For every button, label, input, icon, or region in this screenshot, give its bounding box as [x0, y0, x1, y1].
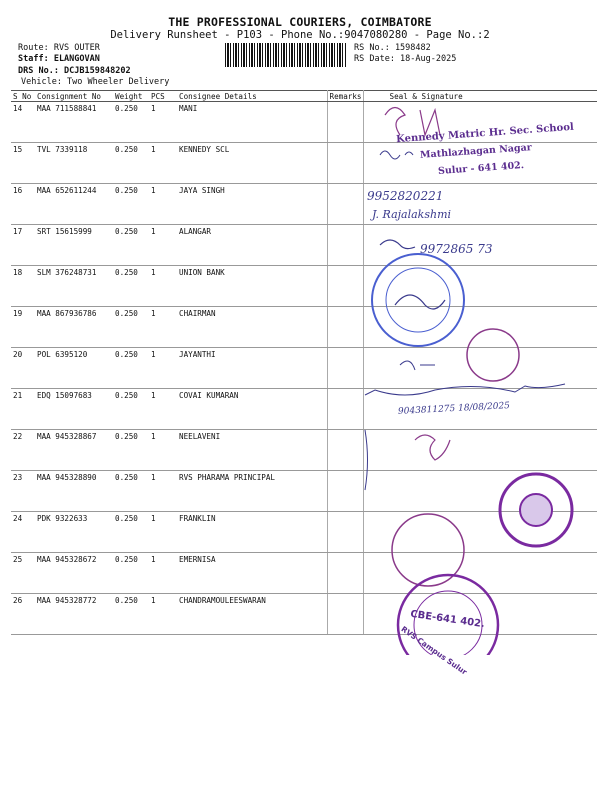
- col-remarks: Remarks: [327, 91, 363, 102]
- cell-pcs: 1: [149, 143, 177, 184]
- cell-weight: 0.250: [113, 553, 149, 594]
- cell-consignee: KENNEDY SCL: [177, 143, 327, 184]
- cell-remarks: [327, 102, 363, 143]
- cell-remarks: [327, 512, 363, 553]
- signature-2: [380, 151, 413, 159]
- company-title: THE PROFESSIONAL COURIERS, COIMBATORE: [168, 15, 432, 29]
- cell-weight: 0.250: [113, 184, 149, 225]
- cell-weight: 0.250: [113, 102, 149, 143]
- cell-pcs: 1: [149, 348, 177, 389]
- handwritten-phone-3: 9043811275 18/08/2025: [397, 401, 511, 417]
- cell-pcs: 1: [149, 184, 177, 225]
- kennedy-stamp-line3: Sulur - 641 402.: [437, 160, 525, 177]
- rs-date: RS Date: 18-Aug-2025: [354, 54, 457, 64]
- handwritten-name: J. Rajalakshmi: [372, 208, 452, 221]
- rvs-stamp-text: CBE-641 402.: [409, 608, 486, 631]
- col-pcs: PCS: [149, 91, 177, 102]
- cell-consignment-no: SLM 376248731: [35, 266, 113, 307]
- cell-remarks: [327, 266, 363, 307]
- cell-consignee: JAYA SINGH: [177, 184, 327, 225]
- cell-consignment-no: POL 6395120: [35, 348, 113, 389]
- cell-consignee: FRANKLIN: [177, 512, 327, 553]
- cell-consignee: UNION BANK: [177, 266, 327, 307]
- cell-remarks: [327, 553, 363, 594]
- cell-weight: 0.250: [113, 348, 149, 389]
- cell-pcs: 1: [149, 471, 177, 512]
- col-sno: S No: [11, 91, 35, 102]
- cell-consignee: NEELAVENI: [177, 430, 327, 471]
- handwritten-phone-1: 9952820221: [367, 189, 444, 203]
- signature-3: [380, 240, 415, 249]
- cell-consignment-no: MAA 945328867: [35, 430, 113, 471]
- cell-pcs: 1: [149, 266, 177, 307]
- cell-remarks: [327, 594, 363, 635]
- cell-sno: 18: [11, 266, 35, 307]
- cell-consignee: ALANGAR: [177, 225, 327, 266]
- cell-consignee: JAYANTHI: [177, 348, 327, 389]
- col-consignment: Consignment No: [35, 91, 113, 102]
- cell-pcs: 1: [149, 594, 177, 635]
- route-label: Route: RVS OUTER: [18, 43, 100, 53]
- cell-consignment-no: SRT 15615999: [35, 225, 113, 266]
- cell-pcs: 1: [149, 553, 177, 594]
- cell-weight: 0.250: [113, 307, 149, 348]
- cell-sno: 14: [11, 102, 35, 143]
- cell-weight: 0.250: [113, 266, 149, 307]
- cell-consignment-no: TVL 7339118: [35, 143, 113, 184]
- cell-sno: 20: [11, 348, 35, 389]
- barcode: [225, 43, 347, 67]
- cell-remarks: [327, 307, 363, 348]
- cell-remarks: [327, 184, 363, 225]
- cell-sno: 24: [11, 512, 35, 553]
- cell-pcs: 1: [149, 307, 177, 348]
- col-consignee: Consignee Details: [177, 91, 327, 102]
- cell-consignment-no: MAA 945328772: [35, 594, 113, 635]
- col-seal: Seal & Signature: [363, 91, 597, 102]
- signature-overlay: [360, 95, 600, 655]
- cell-consignment-no: PDK 9322633: [35, 512, 113, 553]
- cell-weight: 0.250: [113, 143, 149, 184]
- cell-pcs: 1: [149, 102, 177, 143]
- cell-remarks: [327, 225, 363, 266]
- cell-consignee: CHAIRMAN: [177, 307, 327, 348]
- cell-consignee: RVS PHARAMA PRINCIPAL: [177, 471, 327, 512]
- signature-4: [365, 384, 565, 395]
- drs-number: DRS No.: DCJB159848202: [18, 66, 131, 76]
- cell-sno: 26: [11, 594, 35, 635]
- cell-sno: 16: [11, 184, 35, 225]
- cell-weight: 0.250: [113, 512, 149, 553]
- cell-sno: 25: [11, 553, 35, 594]
- kennedy-stamp-line1: Kennedy Matric Hr. Sec. School: [395, 121, 575, 146]
- rs-number: RS No.: 1598482: [354, 43, 431, 53]
- cell-weight: 0.250: [113, 389, 149, 430]
- cell-weight: 0.250: [113, 430, 149, 471]
- cell-weight: 0.250: [113, 594, 149, 635]
- cell-consignment-no: MAA 945328890: [35, 471, 113, 512]
- staff-label: Staff: ELANGOVAN: [18, 54, 100, 64]
- handwritten-phone-2: 9972865 73: [420, 242, 493, 256]
- cell-sno: 15: [11, 143, 35, 184]
- cell-consignment-no: MAA 945328672: [35, 553, 113, 594]
- cell-consignee: EMERNISA: [177, 553, 327, 594]
- col-weight: Weight: [113, 91, 149, 102]
- cell-pcs: 1: [149, 225, 177, 266]
- cell-pcs: 1: [149, 389, 177, 430]
- signature-5: [415, 435, 450, 460]
- rvs-stamp-ring: RVS Campus Sulur: [399, 624, 469, 677]
- stamp-circle-2: [467, 329, 519, 381]
- cell-sno: 19: [11, 307, 35, 348]
- cell-remarks: [327, 430, 363, 471]
- cell-consignment-no: MAA 652611244: [35, 184, 113, 225]
- cell-remarks: [327, 348, 363, 389]
- cell-remarks: [327, 389, 363, 430]
- cell-consignment-no: MAA 867936786: [35, 307, 113, 348]
- cell-pcs: 1: [149, 430, 177, 471]
- cell-pcs: 1: [149, 512, 177, 553]
- cell-sno: 22: [11, 430, 35, 471]
- cell-sno: 17: [11, 225, 35, 266]
- cell-remarks: [327, 471, 363, 512]
- vehicle-label: Vehicle: Two Wheeler Delivery: [21, 77, 170, 87]
- cell-consignee: MANI: [177, 102, 327, 143]
- cell-consignee: CHANDRAMOULEESWARAN: [177, 594, 327, 635]
- cell-sno: 21: [11, 389, 35, 430]
- cell-sno: 23: [11, 471, 35, 512]
- runsheet-subtitle: Delivery Runsheet - P103 - Phone No.:9047080280 - Page No.:2: [110, 29, 490, 41]
- cell-consignment-no: MAA 711588841: [35, 102, 113, 143]
- cell-weight: 0.250: [113, 225, 149, 266]
- cell-consignment-no: EDQ 15097683: [35, 389, 113, 430]
- cell-consignee: COVAI KUMARAN: [177, 389, 327, 430]
- cell-remarks: [327, 143, 363, 184]
- kennedy-stamp-line2: Mathlazhagan Nagar: [419, 142, 533, 161]
- cell-weight: 0.250: [113, 471, 149, 512]
